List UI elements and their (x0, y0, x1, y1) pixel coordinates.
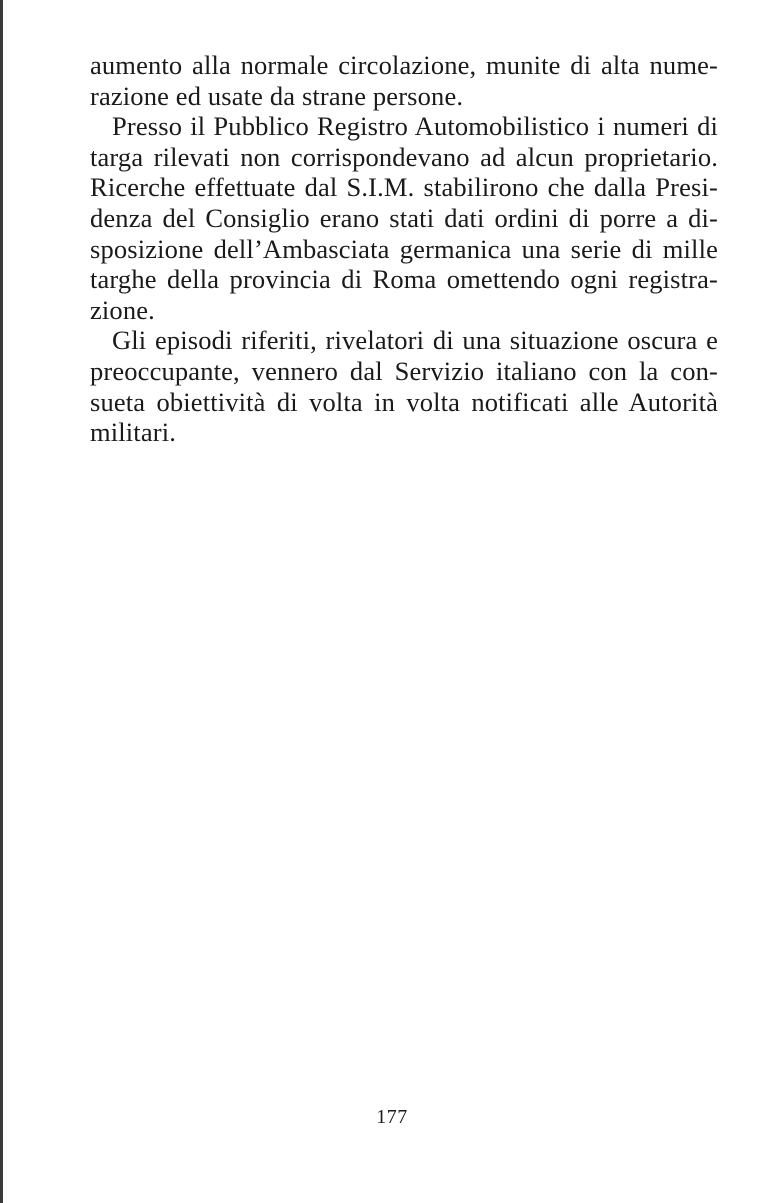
page-binding-edge (0, 0, 3, 1203)
paragraph-2 (90, 111, 718, 325)
text-line: Gli episodi riferiti, rivelatori di una situazione oscura e (112, 325, 718, 356)
text-line: targa rilevati non corrispondevano ad alcun proprietario. (90, 141, 718, 172)
text-line: militari. (90, 417, 176, 448)
text-line: preoccupante, vennero dal Servizio italiano con la con- (90, 355, 718, 386)
body-text (90, 50, 718, 448)
text-line: zione. (90, 294, 155, 325)
text-line: sueta obiettività di volta in volta notificati alle Autorità (90, 386, 718, 417)
text-line: denza del Consiglio erano stati dati ordini di porre a di- (90, 202, 718, 233)
text-line: sposizione dell’Ambasciata germanica una serie di mille (90, 233, 718, 264)
text-line: razione ed usate da strane persone. (90, 80, 464, 111)
page-number: 177 (376, 1106, 408, 1128)
text-line: Ricerche effettuate dal S.I.M. stabilirono che dalla Presi- (90, 172, 718, 203)
paragraph-3 (90, 325, 718, 447)
paragraph-1 (90, 50, 718, 111)
text-line: Presso il Pubblico Registro Automobilistico i numeri di (112, 111, 718, 142)
text-line: targhe della provincia di Roma omettendo ogni registra- (90, 264, 718, 295)
text-line: aumento alla normale circolazione, munite di alta nume- (90, 50, 718, 80)
